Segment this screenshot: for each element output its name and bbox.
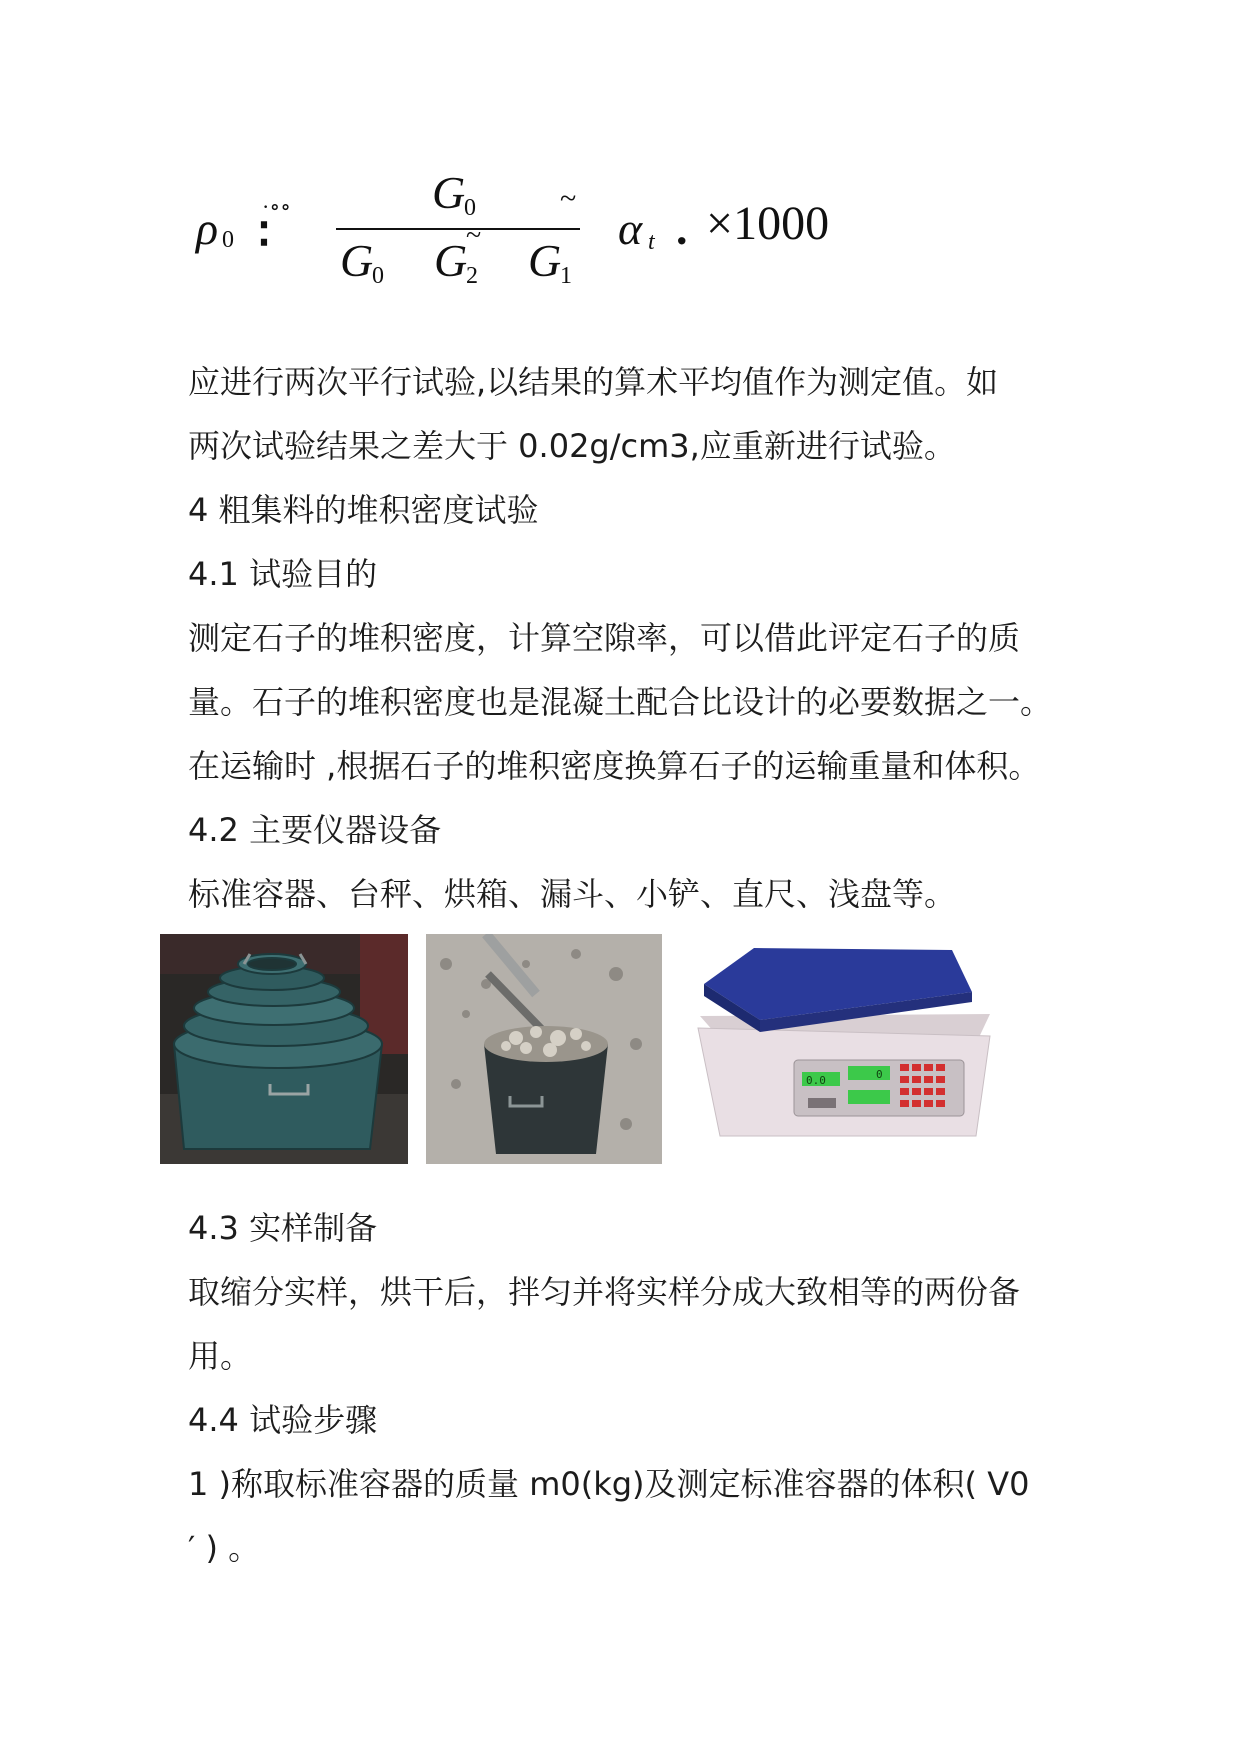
formula-den-g0: G: [340, 235, 374, 286]
formula-rho: ρ: [196, 203, 219, 254]
formula-den-g2-sub: 2: [466, 263, 478, 289]
subsection-heading: 4.1 试验目的: [188, 555, 378, 593]
formula-colon: ∶: [258, 209, 270, 260]
scale-display-right: 0: [876, 1068, 883, 1081]
formula-rho-sub: 0: [222, 227, 234, 253]
formula-numerator: G: [432, 167, 466, 218]
density-formula: [0, 0, 1241, 320]
photo-platform-scale: [690, 940, 996, 1166]
fraction-bar: [336, 228, 580, 230]
formula-den-g0-sub: 0: [372, 263, 384, 289]
scale-display-left: 0.0: [806, 1074, 826, 1087]
photo-standard-containers: [160, 934, 408, 1164]
paragraph-line: 取缩分实样，烘干后，拌匀并将实样分成大致相等的两份备: [188, 1273, 1021, 1311]
formula-den-g1: G: [528, 235, 562, 286]
formula-noise-dots: ·∘∘: [262, 194, 291, 219]
paragraph-line: 在运输时 ,根据石子的堆积密度换算石子的运输重量和体积。: [188, 747, 1041, 785]
paragraph-line: 用。: [188, 1337, 253, 1375]
paragraph-line: 测定石子的堆积密度，计算空隙率，可以借此评定石子的质: [188, 619, 1021, 657]
formula-den-tilde: ~: [466, 220, 482, 251]
subsection-heading: 4.3 实样制备: [188, 1209, 378, 1247]
paragraph-line: 两次试验结果之差大于 0.02g/cm3,应重新进行试验。: [188, 427, 956, 465]
formula-times-1000: ×1000: [706, 197, 830, 250]
formula-alpha-sub: t: [648, 229, 655, 255]
subsection-heading: 4.2 主要仪器设备: [188, 811, 442, 849]
paragraph-line: 量。石子的堆积密度也是混凝土配合比设计的必要数据之一。: [188, 683, 1053, 721]
paragraph-line: 标准容器、台秤、烘箱、漏斗、小铲、直尺、浅盘等。: [188, 875, 957, 913]
paragraph-line: 应进行两次平行试验,以结果的算术平均值作为测定值。如: [188, 363, 999, 401]
section-heading: 4 粗集料的堆积密度试验: [188, 491, 539, 529]
formula-alpha: α: [618, 203, 643, 254]
formula-tilde-top: ~: [560, 182, 577, 215]
paragraph-line: 1 )称取标准容器的质量 m0(kg)及测定标准容器的体积( V0: [188, 1465, 1030, 1503]
formula-dot: .: [676, 203, 688, 254]
formula-numerator-sub: 0: [464, 195, 476, 221]
formula-den-g2: G: [434, 235, 468, 286]
paragraph-line: ′ ) 。: [188, 1529, 261, 1567]
formula-den-g1-sub: 1: [560, 263, 572, 289]
photo-gravel-container: [426, 934, 662, 1164]
subsection-heading: 4.4 试验步骤: [188, 1401, 378, 1439]
